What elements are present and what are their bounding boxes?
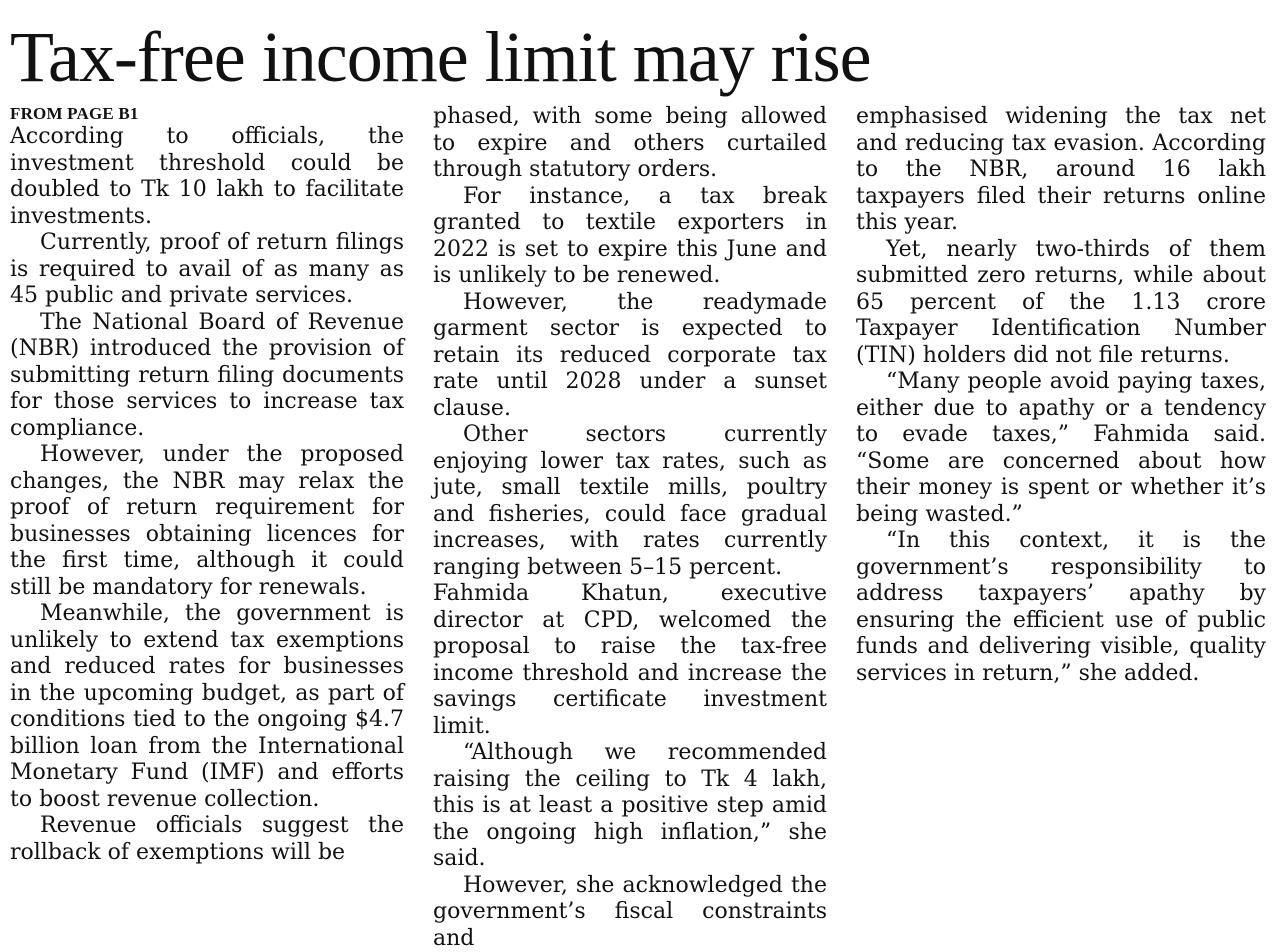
paragraph: Currently, proof of return filings is required to avail of as many as 45 public and private services. — [10, 230, 404, 310]
paragraph: For instance, a tax break granted to textile exporters in 2022 is set to expire this June and is unlikely to be renewed. — [433, 184, 827, 290]
paragraph: The National Board of Revenue (NBR) introduced the provision of submitting return filing documents for those services to increase tax compliance. — [10, 310, 404, 443]
paragraph: Revenue officials suggest the rollback of exemptions will be — [10, 813, 404, 866]
paragraph: emphasised widening the tax net and reducing tax evasion. According to the NBR, around 16 lakh taxpayers filed their returns online this year. — [856, 104, 1266, 237]
paragraph: However, she acknowledged the government’s fiscal constraints and — [433, 873, 827, 952]
paragraph: Meanwhile, the government is unlikely to extend tax exemptions and reduced rates for businesses in the upcoming budget, as part of conditions tied to the ongoing $4.7 billion loan from the International Monetary Fund (IMF) and efforts to boost revenue collection. — [10, 601, 404, 813]
paragraph: phased, with some being allowed to expire and others curtailed through statutory orders. — [433, 104, 827, 184]
article-column-3 — [856, 104, 1266, 687]
article-column-1 — [10, 104, 404, 866]
article-column-2 — [433, 104, 827, 952]
paragraph: “In this context, it is the government’s responsibility to address taxpayers’ apathy by ensuring the efficient use of public funds and delivering visible, quality services in return,” she added. — [856, 528, 1266, 687]
paragraph: Fahmida Khatun, executive director at CPD, welcomed the proposal to raise the tax-free income threshold and increase the savings certificate investment limit. — [433, 581, 827, 740]
paragraph: However, the readymade garment sector is expected to retain its reduced corporate tax rate until 2028 under a sunset clause. — [433, 290, 827, 423]
kicker-from-page: FROM PAGE B1 — [10, 104, 404, 124]
paragraph: Other sectors currently enjoying lower tax rates, such as jute, small textile mills, poultry and fisheries, could face gradual increases, with rates currently ranging between 5–15 percent. — [433, 422, 827, 581]
paragraph: According to officials, the investment threshold could be doubled to Tk 10 lakh to facilitate investments. — [10, 124, 404, 230]
paragraph: However, under the proposed changes, the NBR may relax the proof of return requirement for businesses obtaining licences for the first time, although it could still be mandatory for renewals. — [10, 442, 404, 601]
paragraph: Yet, nearly two-thirds of them submitted zero returns, while about 65 percent of the 1.13 crore Taxpayer Identification Number (TIN) holders did not file returns. — [856, 237, 1266, 370]
paragraph: “Many people avoid paying taxes, either due to apathy or a tendency to evade taxes,” Fahmida said. “Some are concerned about how their money is spent or whether it’s being wasted.” — [856, 369, 1266, 528]
headline: Tax-free income limit may rise — [10, 14, 871, 100]
paragraph: “Although we recommended raising the ceiling to Tk 4 lakh, this is at least a positive step amid the ongoing high inflation,” she said. — [433, 740, 827, 873]
